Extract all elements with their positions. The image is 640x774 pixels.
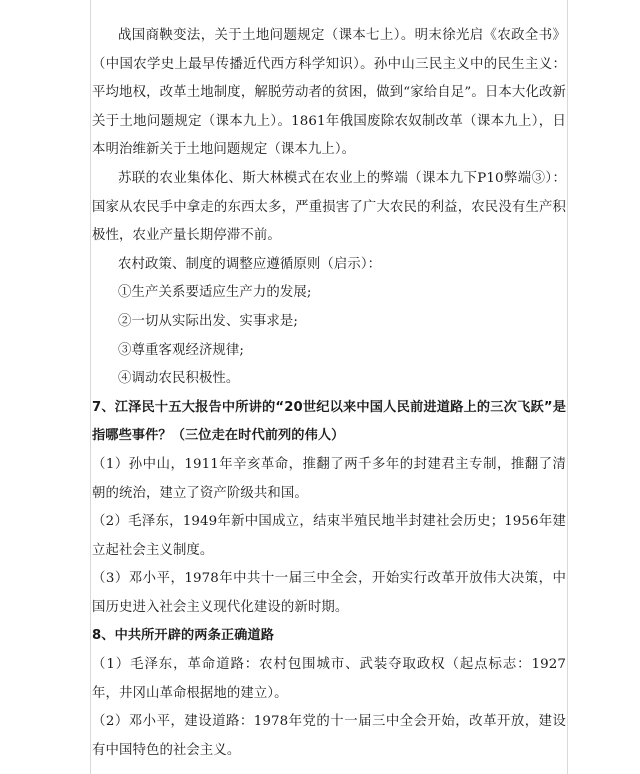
principle-item-2: ②一切从实际出发、实事求是;: [118, 313, 298, 329]
principle-item-1: ①生产关系要适应生产力的发展;: [118, 285, 312, 301]
answer-8-item-2: （2）邓小平，建设道路：1978年党的十一届三中全会开始，改革开放，建设有中国特色的社会主义。: [92, 714, 566, 758]
paragraph-land-history: 战国商鞅变法，关于土地问题规定（课本七上）。明末徐光启《农政全书》（中国农学史上最早传播近代西方科学知识）。孙中山三民主义中的民生主义：平均地权，改革土地制度，解脱劳动者的贫困，做到“家给自足”。日本大化改新关于土地问题规定（课本九上）。1861年俄国废除农奴制改革（课本九上），日本明治维新关于土地问题规定（课本九上）。: [92, 28, 566, 158]
principle-item-4: ④调动农民积极性。: [118, 371, 240, 387]
document-content: [92, 22, 566, 765]
question-8-heading: 8、中共所开辟的两条正确道路: [92, 628, 275, 644]
answer-7-item-2: （2）毛泽东，1949年新中国成立，结束半殖民地半封建社会历史；1956年建立起社会主义制度。: [92, 514, 566, 558]
answer-7-item-3: （3）邓小平，1978年中共十一届三中全会，开始实行改革开放伟大决策，中国历史进入社会主义现代化建设的新时期。: [92, 571, 566, 615]
paragraph-principles-heading: 农村政策、制度的调整应遵循原则（启示）：: [118, 256, 382, 272]
principle-item-3: ③尊重客观经济规律;: [118, 342, 245, 358]
question-7-heading: 7、江泽民十五大报告中所讲的“20世纪以来中国人民前进道路上的三次飞跃”是指哪些事件？（三位走在时代前列的伟人）: [92, 399, 566, 444]
paragraph-soviet-agriculture: 苏联的农业集体化、斯大林模式在农业上的弊端（课本九下P10弊端③）：国家从农民手中拿走的东西太多，严重损害了广大农民的利益，农民没有生产积极性，农业产量长期停滞不前。: [92, 170, 566, 244]
answer-8-item-1: （1）毛泽东，革命道路：农村包围城市、武装夺取政权（起点标志：1927年，井冈山革命根据地的建立）。: [92, 657, 566, 701]
answer-7-item-1: （1）孙中山，1911年辛亥革命，推翻了两千多年的封建君主专制，推翻了清朝的统治，建立了资产阶级共和国。: [92, 456, 566, 501]
